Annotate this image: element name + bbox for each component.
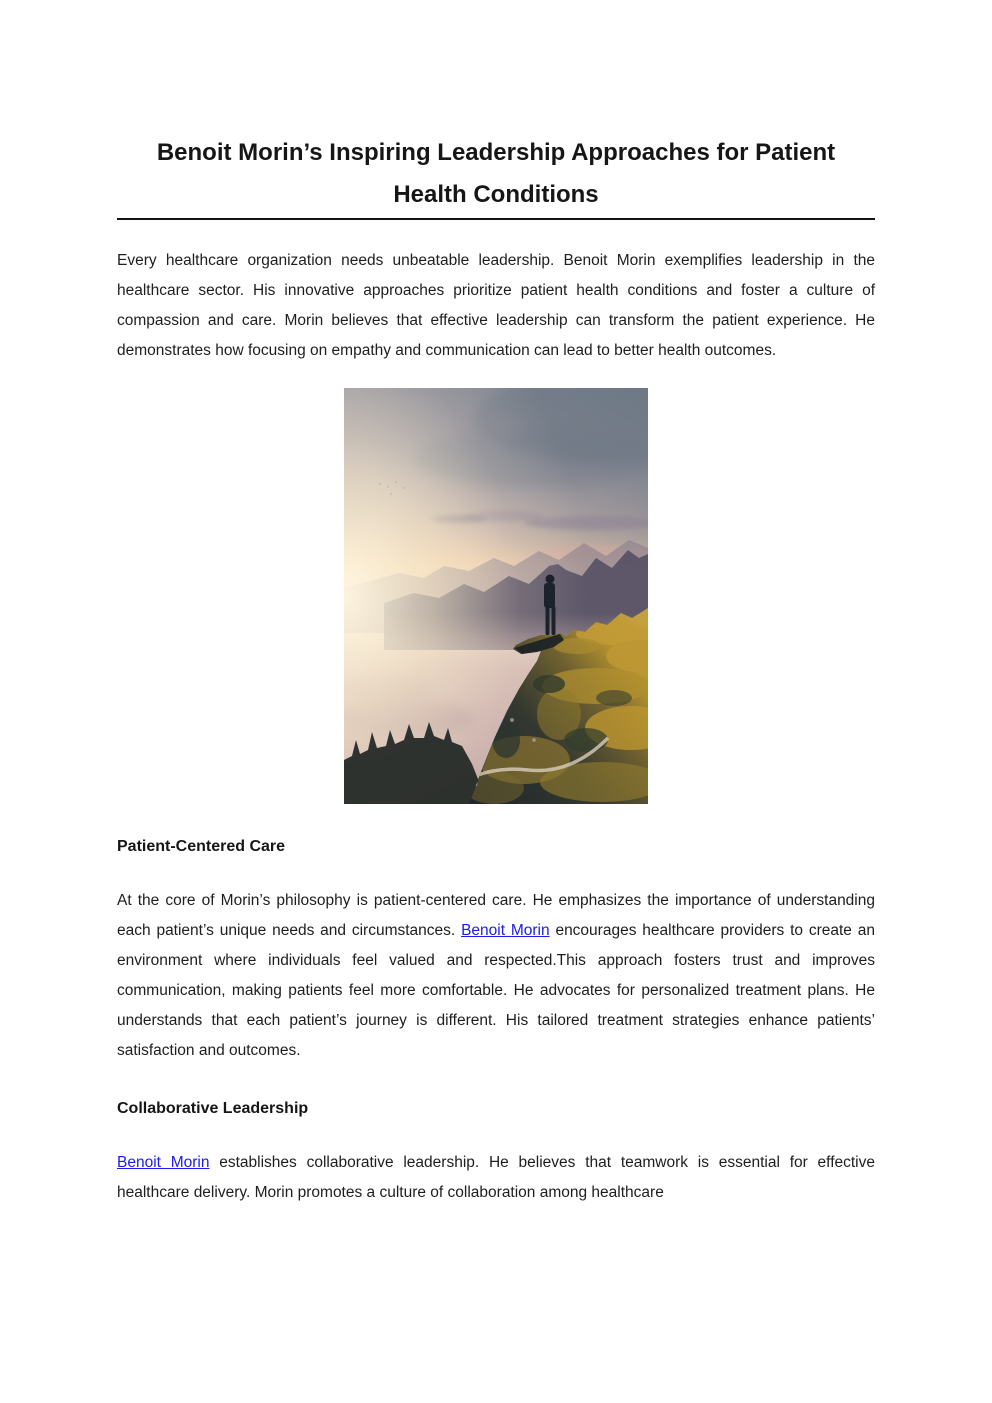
patient-centered-care-paragraph <box>117 886 875 1066</box>
section-heading-patient-centered-care: Patient-Centered Care <box>117 838 286 855</box>
collaborative-leadership-paragraph <box>117 1148 875 1208</box>
benoit-morin-link[interactable]: Benoit Morin <box>461 922 550 939</box>
paragraph-text: establishes collaborative leadership. He believes that teamwork is essential for effective healthcare delivery. Morin promotes a culture of collaboration among healthcare <box>117 1154 875 1201</box>
cliff-sunset-illustration <box>344 388 648 804</box>
article-image <box>344 388 648 804</box>
page-title: Benoit Morin’s Inspiring Leadership Approaches for Patient Health Conditions <box>117 132 875 220</box>
intro-paragraph: Every healthcare organization needs unbeatable leadership. Benoit Morin exemplifies leadership in the healthcare sector. His innovative approaches prioritize patient health conditions and foster a culture of compassion and care. Morin believes that effective leadership can transform the patient experience. He demonstrates how focusing on empathy and communication can lead to better health outcomes. <box>117 252 875 359</box>
benoit-morin-link[interactable]: Benoit Morin <box>117 1154 210 1171</box>
section-heading-collaborative-leadership: Collaborative Leadership <box>117 1100 309 1117</box>
paragraph-text: encourages healthcare providers to create an environment where individuals feel valued and respected.This approach fosters trust and improves communication, making patients feel more comfortable. He advocates for personalized treatment plans. He understands that each patient’s journey is different. His tailored treatment strategies enhance patients’ satisfaction and outcomes. <box>117 922 875 1059</box>
paragraph-text: At the core of Morin’s philosophy is patient-centered care. He emphasizes the importance of understanding each patient’s unique needs and circumstances. <box>117 892 875 939</box>
